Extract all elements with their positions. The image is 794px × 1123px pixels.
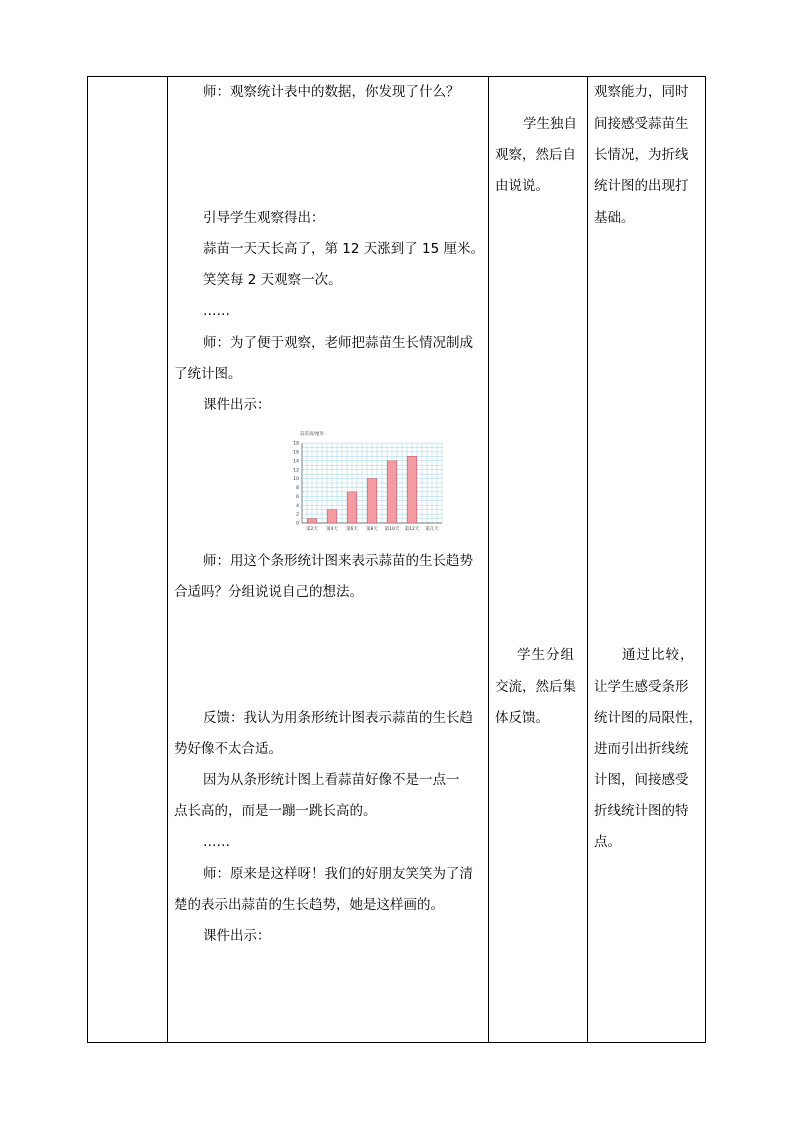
paragraph: 进而引出折线统: [594, 741, 689, 757]
ellipsis: ……: [203, 303, 230, 319]
y-tick-label: 6: [296, 494, 299, 500]
bar: [387, 461, 397, 523]
paragraph: 观察能力，同时: [594, 84, 689, 100]
paragraph: 统计图的局限性，: [594, 710, 702, 726]
paragraph: 观察，然后自: [495, 147, 576, 163]
teaching-process-cell: [168, 77, 488, 1042]
paragraph: 笑笑每 2 天观察一次。: [203, 272, 342, 288]
paragraph: 交流，然后集: [495, 679, 576, 695]
paragraph: 师：观察统计表中的数据，你发现了什么？: [203, 84, 460, 100]
y-tick-label: 16: [293, 450, 299, 456]
bar: [307, 519, 317, 523]
y-tick-label: 10: [293, 477, 299, 483]
ellipsis: ……: [203, 834, 230, 850]
paragraph: 间接感受蒜苗生: [594, 116, 689, 132]
x-tick-label: 第4天: [326, 527, 338, 532]
y-tick-label: 12: [293, 468, 299, 474]
paragraph: 引导学生观察得出：: [203, 210, 325, 226]
bar-chart-svg: [288, 427, 468, 537]
x-tick-label: 第12天: [404, 527, 420, 532]
paragraph: 统计图的出现打: [594, 178, 689, 194]
y-tick-label: 4: [296, 503, 299, 509]
y-tick-label: 0: [296, 521, 299, 527]
bar: [367, 479, 377, 523]
x-tick-label: 第8天: [366, 527, 378, 532]
paragraph: 因为从条形统计图上看蒜苗好像不是一点一: [203, 772, 460, 788]
paragraph: 体反馈。: [495, 710, 549, 726]
design-intent-cell: [588, 77, 706, 1042]
paragraph: 计图，间接感受: [594, 772, 689, 788]
paragraph: 折线统计图的特: [594, 803, 689, 819]
paragraph: 由说说。: [495, 178, 549, 194]
paragraph: 反馈：我认为用条形统计图表示蒜苗的生长趋: [203, 710, 473, 726]
y-tick-label: 18: [293, 441, 299, 447]
x-axis-end-label: 第几天: [425, 527, 439, 532]
paragraph: 基础。: [594, 210, 635, 226]
paragraph: 点。: [594, 834, 621, 850]
bar: [327, 510, 337, 523]
bar: [347, 492, 357, 523]
paragraph: 通过比较，: [622, 647, 695, 663]
paragraph: 势好像不太合适。: [174, 741, 282, 757]
student-activity-cell: [489, 77, 587, 1042]
paragraph: 了统计图。: [174, 366, 242, 382]
bar-chart: [288, 427, 468, 537]
paragraph: 学生独自: [523, 116, 577, 132]
paragraph: 师：原来是这样呀！我们的好朋友笑笑为了清: [203, 866, 473, 882]
paragraph: 让学生感受条形: [594, 679, 689, 695]
paragraph: 课件出示：: [203, 928, 271, 944]
x-tick-label: 第10天: [384, 527, 400, 532]
paragraph: 合适吗？分组说说自己的想法。: [174, 584, 363, 600]
paragraph: 长情况，为折线: [594, 147, 689, 163]
y-tick-label: 2: [296, 512, 299, 518]
y-axis-label: 蒜苗高/厘米: [300, 432, 325, 437]
paragraph: 师：用这个条形统计图来表示蒜苗的生长趋势: [203, 553, 473, 569]
paragraph: 点长高的，而是一蹦一跳长高的。: [174, 803, 377, 819]
x-tick-label: 第6天: [346, 527, 358, 532]
x-tick-label: 第2天: [306, 527, 318, 532]
paragraph: 学生分组: [517, 647, 575, 663]
paragraph: 楚的表示出蒜苗的生长趋势，她是这样画的。: [174, 897, 444, 913]
bar: [407, 456, 417, 523]
paragraph: 蒜苗一天天长高了，第 12 天涨到了 15 厘米。: [203, 241, 485, 257]
y-tick-label: 8: [296, 486, 299, 492]
paragraph: 师：为了便于观察，老师把蒜苗生长情况制成: [203, 335, 473, 351]
lesson-table: [87, 76, 706, 1043]
paragraph: 课件出示：: [203, 397, 271, 413]
y-tick-label: 14: [293, 459, 299, 465]
